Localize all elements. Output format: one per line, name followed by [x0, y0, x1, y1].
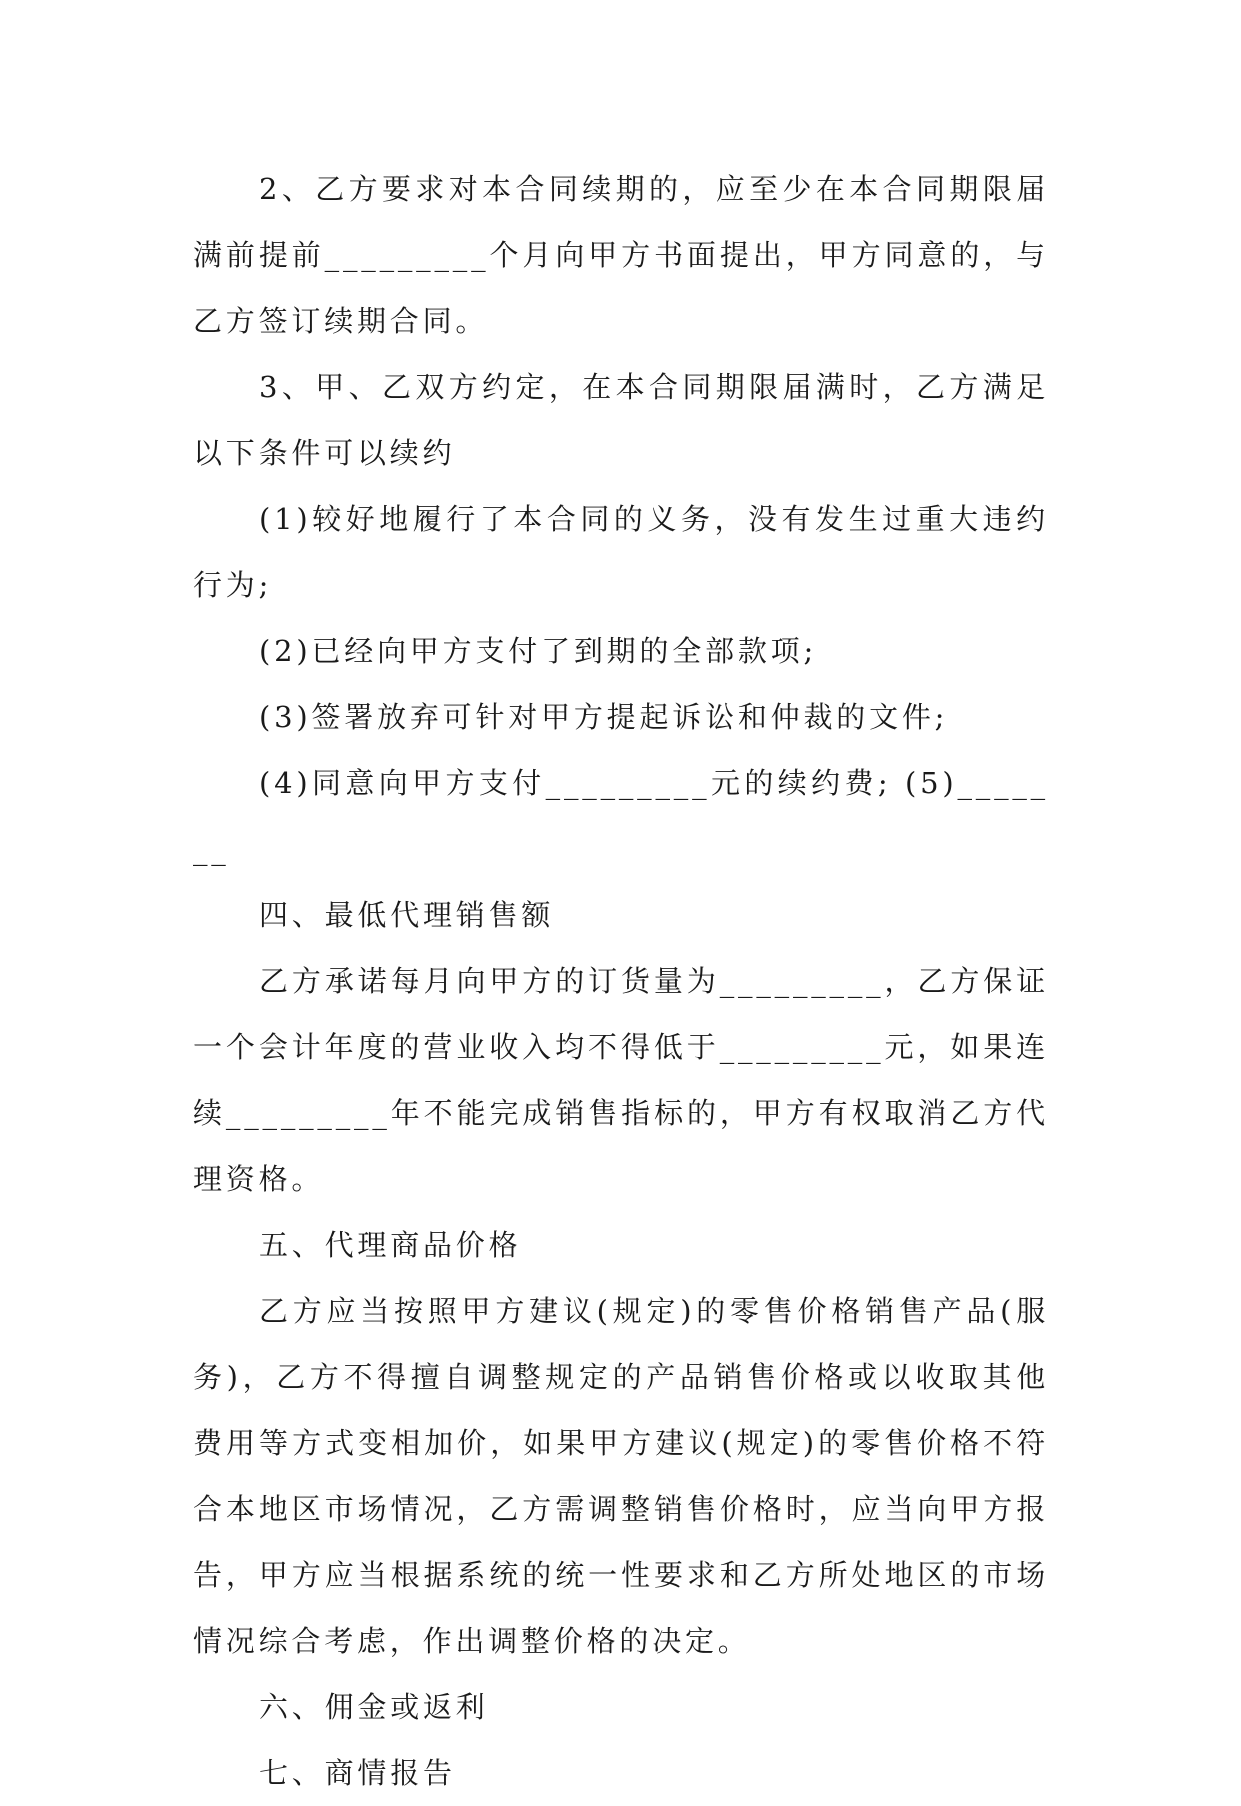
- document-body: [193, 156, 1049, 1806]
- paragraph-renewal-conditions: 3、甲、乙双方约定，在本合同期限届满时，乙方满足以下条件可以续约: [193, 370, 1049, 470]
- section-heading-commission: 六、佣金或返利: [259, 1690, 489, 1724]
- condition-item-2: (2)已经向甲方支付了到期的全部款项;: [259, 634, 818, 668]
- condition-item-1: (1)较好地履行了本合同的义务，没有发生过重大违约行为;: [193, 502, 1049, 602]
- paragraph-renewal-notice: 2、乙方要求对本合同续期的，应至少在本合同期限届满前提前_________个月向甲方书面提出，甲方同意的，与乙方签订续期合同。: [193, 172, 1049, 338]
- condition-item-3: (3)签署放弃可针对甲方提起诉讼和仲裁的文件;: [259, 700, 949, 734]
- condition-item-4-5: (4)同意向甲方支付_________元的续约费; (5)_______: [193, 766, 1049, 866]
- section-heading-business-report: 七、商情报告: [259, 1756, 456, 1790]
- section-heading-product-price: 五、代理商品价格: [259, 1228, 522, 1262]
- paragraph-product-price: 乙方应当按照甲方建议(规定)的零售价格销售产品(服务)，乙方不得擅自调整规定的产品销售价格或以收取其他费用等方式变相加价，如果甲方建议(规定)的零售价格不符合本地区市场情况，乙方需调整销售价格时，应当向甲方报告，甲方应当根据系统的统一性要求和乙方所处地区的市场情况综合考虑，作出调整价格的决定。: [193, 1294, 1049, 1658]
- paragraph-minimum-sales: 乙方承诺每月向甲方的订货量为_________，乙方保证一个会计年度的营业收入均不得低于_________元，如果连续_________年不能完成销售指标的，甲方有权取消乙方代理资格。: [193, 964, 1049, 1196]
- section-heading-minimum-sales: 四、最低代理销售额: [259, 898, 555, 932]
